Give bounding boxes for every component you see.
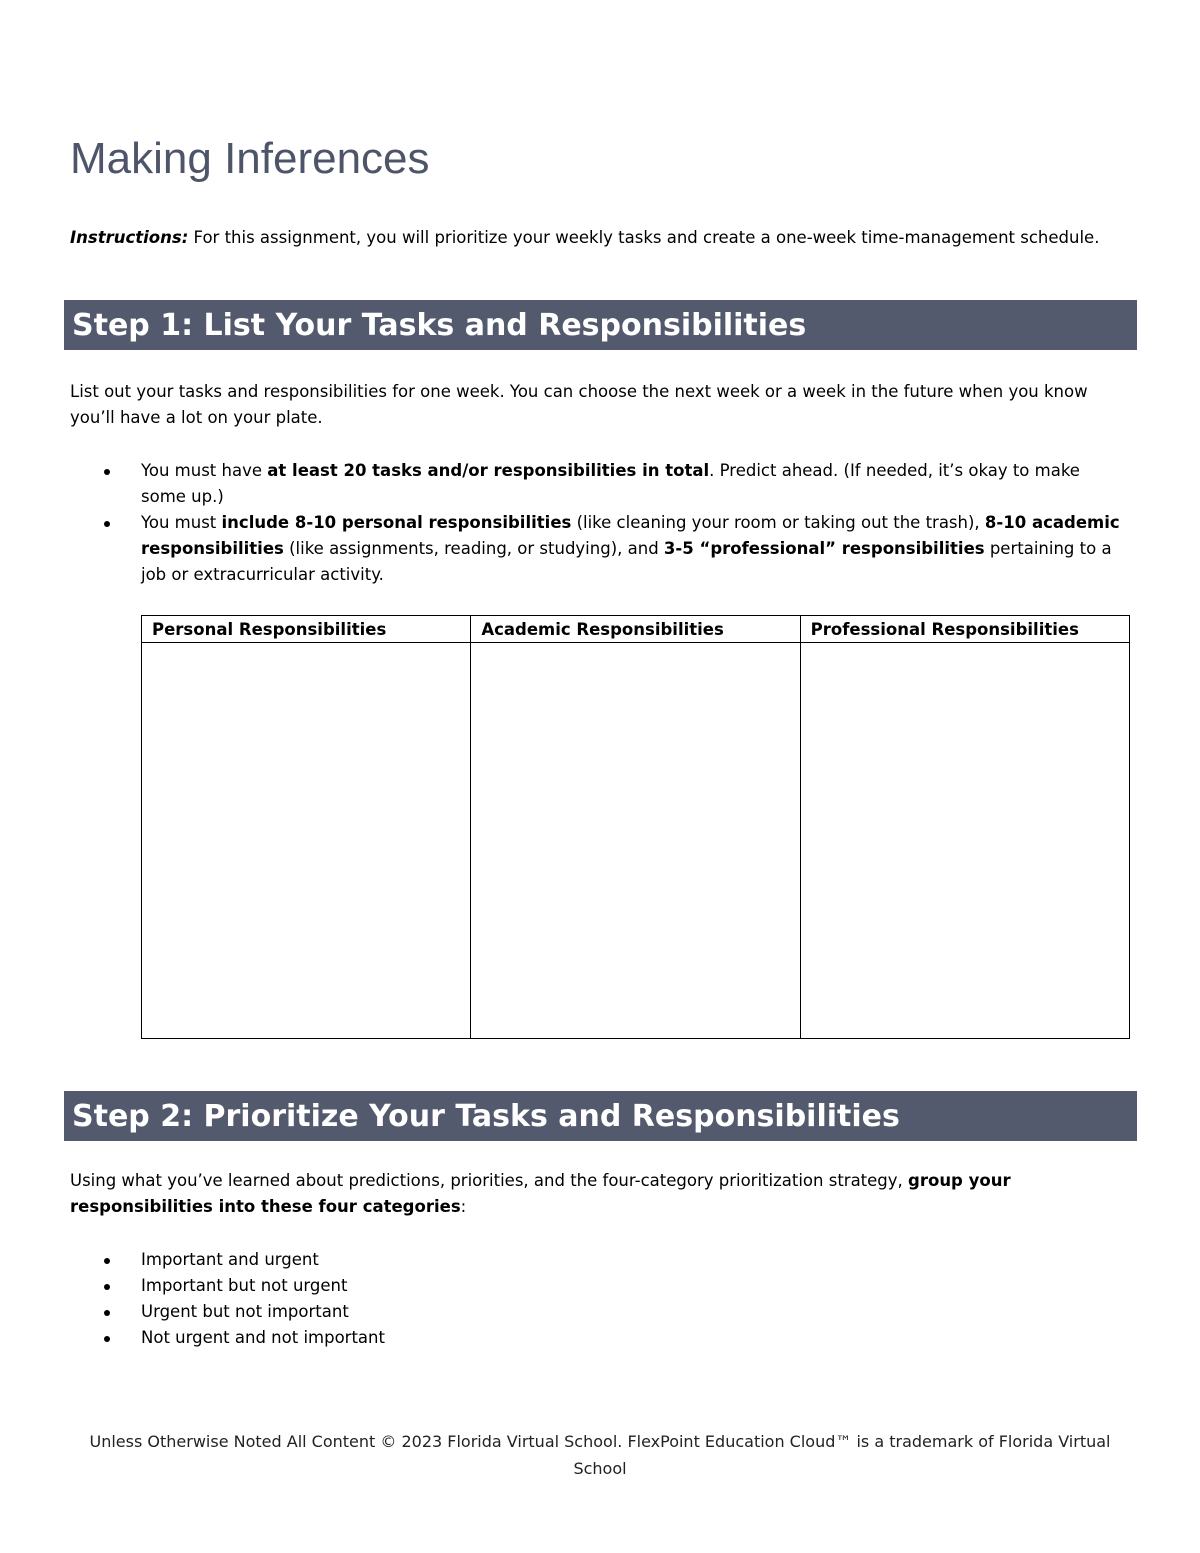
bullet-icon: [104, 469, 110, 475]
instructions: [70, 225, 1130, 251]
bullet-icon: [104, 1284, 110, 1290]
bullet-text: You must: [141, 513, 222, 532]
academic-cell[interactable]: [471, 643, 800, 1039]
instructions-label: Instructions:: [70, 228, 189, 247]
list-item: [70, 1247, 1130, 1273]
academic-header: Academic Responsibilities: [471, 616, 800, 643]
list-item: [70, 458, 1130, 510]
bullet-emphasis: 3-5 “professional” responsibilities: [663, 539, 985, 558]
bullet-text: (like cleaning your room or taking out the trash),: [571, 513, 985, 532]
intro-text: :: [460, 1197, 467, 1216]
bullet-text: . Predict ahead. (If needed, it’s okay to make some up.): [141, 461, 1080, 506]
personal-header: Personal Responsibilities: [142, 616, 471, 643]
footer-copyright: Unless Otherwise Noted All Content © 2023 Florida Virtual School. FlexPoint Education Cloud™ is a trademark of Florida Virtual School: [89, 1432, 1111, 1478]
bullet-icon: [104, 1336, 110, 1342]
intro-emphasis: group your responsibilities into these four categories: [70, 1171, 1011, 1216]
list-item: [70, 1299, 1130, 1325]
bullet-icon: [104, 1310, 110, 1316]
bullet-text: (like assignments, reading, or studying), and: [283, 539, 664, 558]
bullet-text: You must have: [141, 461, 268, 480]
table-row: [142, 643, 1130, 1039]
bullet-emphasis: include 8-10 personal responsibilities: [221, 513, 572, 532]
categories-list: [70, 1247, 1130, 1351]
step1-heading: Step 1: List Your Tasks and Responsibilities: [64, 300, 1137, 350]
bullet-text: pertaining to a job or extracurricular activity.: [141, 539, 1112, 584]
instructions-text: For this assignment, you will prioritize your weekly tasks and create a one-week time-management schedule.: [188, 228, 1100, 247]
step2-intro: [70, 1168, 1130, 1220]
bullet-emphasis: 8-10 academic responsibilities: [141, 513, 1120, 558]
category-label: Urgent but not important: [141, 1302, 349, 1321]
bullet-emphasis: at least 20 tasks and/or responsibilities in total: [267, 461, 710, 480]
category-label: Important and urgent: [141, 1250, 319, 1269]
personal-cell[interactable]: [142, 643, 471, 1039]
responsibilities-table: [141, 615, 1130, 1039]
intro-text: Using what you’ve learned about predictions, priorities, and the four-category prioritization strategy,: [70, 1171, 909, 1190]
category-label: Important but not urgent: [141, 1276, 348, 1295]
page-title: Making Inferences: [70, 134, 430, 183]
step1-intro: List out your tasks and responsibilities for one week. You can choose the next week or a week in the future when you know you’ll have a lot on your plate.: [70, 382, 1088, 427]
category-label: Not urgent and not important: [141, 1328, 385, 1347]
list-item: [70, 1273, 1130, 1299]
step2-heading: Step 2: Prioritize Your Tasks and Responsibilities: [64, 1091, 1137, 1141]
list-item: [70, 510, 1130, 588]
list-item: [70, 1325, 1130, 1351]
step1-requirements-list: [70, 458, 1130, 588]
bullet-icon: [104, 521, 110, 527]
bullet-icon: [104, 1258, 110, 1264]
professional-header: Professional Responsibilities: [800, 616, 1129, 643]
table-header-row: [142, 616, 1130, 643]
professional-cell[interactable]: [800, 643, 1129, 1039]
